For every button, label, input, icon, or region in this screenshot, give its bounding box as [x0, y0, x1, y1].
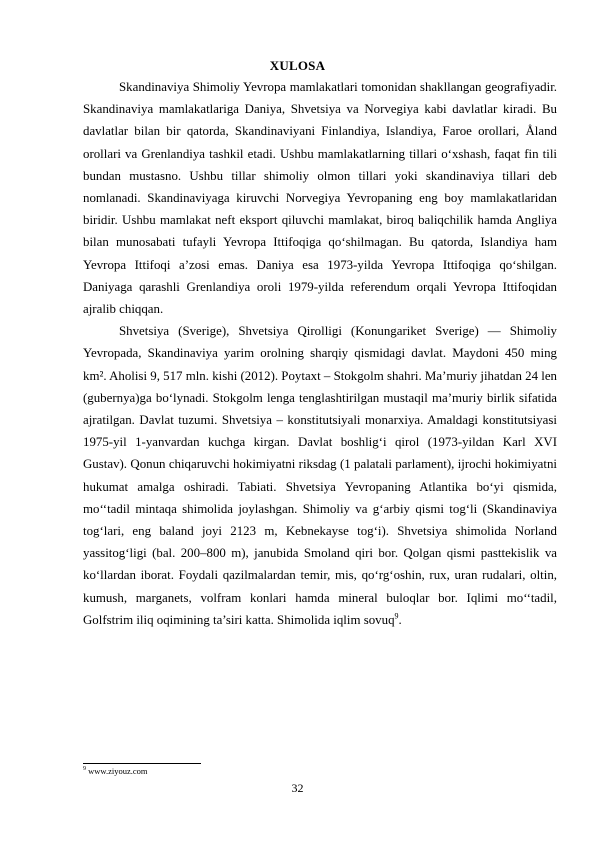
paragraph-sweden-text: Shvetsiya (Sverige), Shvetsiya Qirolligi (Konungariket Sverige) — Shimoliy Yevropada, Skandinaviya yarim orolning sharqiy qismidagi davlat. Maydoni 450 ming km². Aholisi 9, 517 mln. kishi (2012). Poytaxt – Stokgolm shahri. Ma’muriy jihatdan 24 len (gubernya)ga bo‘lynadi. Stokgolm lenga tenglashtirilgan mustaqil ma’muriy birlik sifatida ajratilgan. Davlat tuzumi. Shvetsiya – konstitutsiyali monarxiya. Amaldagi konstitutsiyasi 1975-yil 1-yanvardan kuchga kirgan. Davlat boshlig‘i qirol (1973-yildan Karl XVI Gustav). Qonun chiqaruvchi hokimiyatni riksdag (1 palatali parlament), ijrochi hokimiyatni hukumat amalga oshiradi. Tabiati. Shvetsiya Yevropaning Atlantika bo‘yi qismida, mo‘‘tadil mintaqa shimolida joylashgan. Shimoliy va g‘arbiy qismi tog‘li (Skandinaviya tog‘lari, eng baland joyi 2123 m, Kebnekayse tog‘i). Shvetsiya shimolida Norland yassitog‘ligi (bal. 200–800 m), janubida Smoland qiri bor. Qolgan qismi pasttekislik va ko‘llardan iborat. Foydali qazilmalardan temir, mis, qo‘rg‘oshin, rux, uran rudalari, oltin, kumush, marganets, volfram konlari hamda mineral buloqlar bor. Iqlimi mo‘‘tadil, Golfstrim iliq oqimining ta’siri katta. Shimolida iqlim sovuq [83, 324, 557, 627]
footnote-text: www.ziyouz.com [88, 766, 148, 776]
page-number: 32 [291, 781, 304, 795]
section-title: XULOSA [269, 58, 326, 73]
footnote [83, 766, 148, 776]
paragraph-sweden: Shvetsiya (Sverige), Shvetsiya Qirolligi (Konungariket Sverige) — Shimoliy Yevropada, Skandinaviya yarim orolning sharqiy qismidagi davlat. Maydoni 450 ming km². Aholisi 9, 517 mln. kishi (2012). Poytaxt – Stokgolm shahri. Ma’muriy jihatdan 24 len (gubernya)ga bo‘lynadi. Stokgolm lenga tenglashtirilgan mustaqil ma’muriy birlik sifatida ajratilgan. Davlat tuzumi. Shvetsiya – konstitutsiyali monarxiya. Amaldagi konstitutsiyasi 1975-yil 1-yanvardan kuchga kirgan. Davlat boshlig‘i qirol (1973-yildan Karl XVI Gustav). Qonun chiqaruvchi hokimiyatni riksdag (1 palatali parlament), ijrochi hokimiyatni hukumat amalga oshiradi. Tabiati. Shvetsiya Yevropaning Atlantika bo‘yi qismida, mo‘‘tadil mintaqa shimolida joylashgan. Shimoliy va g‘arbiy qismi tog‘li (Skandinaviya tog‘lari, eng baland joyi 2123 m, Kebnekayse tog‘i). Shvetsiya shimolida Norland yassitog‘ligi (bal. 200–800 m), janubida Smoland qiri bor. Qolgan qismi pasttekislik va ko‘llardan iborat. Foydali qazilmalardan temir, mis, qo‘rg‘oshin, rux, uran rudalari, oltin, kumush, marganets, volfram konlari hamda mineral buloqlar bor. Iqlimi mo‘‘tadil, Golfstrim iliq oqimining ta’siri katta. Shimolida iqlim sovuq$^9$. [83, 324, 557, 627]
footnote-marker: 9 [83, 766, 86, 773]
body-text [83, 76, 557, 631]
footnote-divider [83, 763, 201, 764]
footnote-reference: 9 [394, 611, 399, 621]
paragraph-scandinavia: Skandinaviya Shimoliy Yevropa mamlakatlari tomonidan shakllangan geografiyadir. Skandinaviya mamlakatlariga Daniya, Shvetsiya va Norvegiya kabi davlatlar kiradi. Bu davlatlar bilan bir qatorda, Skandinaviyani Finlandiya, Islandiya, Faroe orollari, Åland orollari va Grenlandiya tashkil etadi. Ushbu mamlakatlarning tillari o‘xshash, faqat fin tili bundan mustasno. Ushbu tillar shimoliy olmon tillari yoki skandinaviya tillari deb nomlanadi. Skandinaviyaga kiruvchi Norvegiya Yevropaning eng boy mamlakatlaridan biridir. Ushbu mamlakat neft eksport qiluvchi mamlakat, biroq baliqchilik hamda Angliya bilan munosabati tufayli Yevropa Ittifoqiga qo‘shilmagan. Bu qatorda, Islandiya ham Yevropa Ittifoqi a’zosi emas. Daniya esa 1973-yilda Yevropa Ittifoqiga qo‘shilgan. Daniyaga qarashli Grenlandiya oroli 1979-yilda referendum orqali Yevropa Ittifoqidan ajralib chiqqan. [83, 80, 557, 317]
